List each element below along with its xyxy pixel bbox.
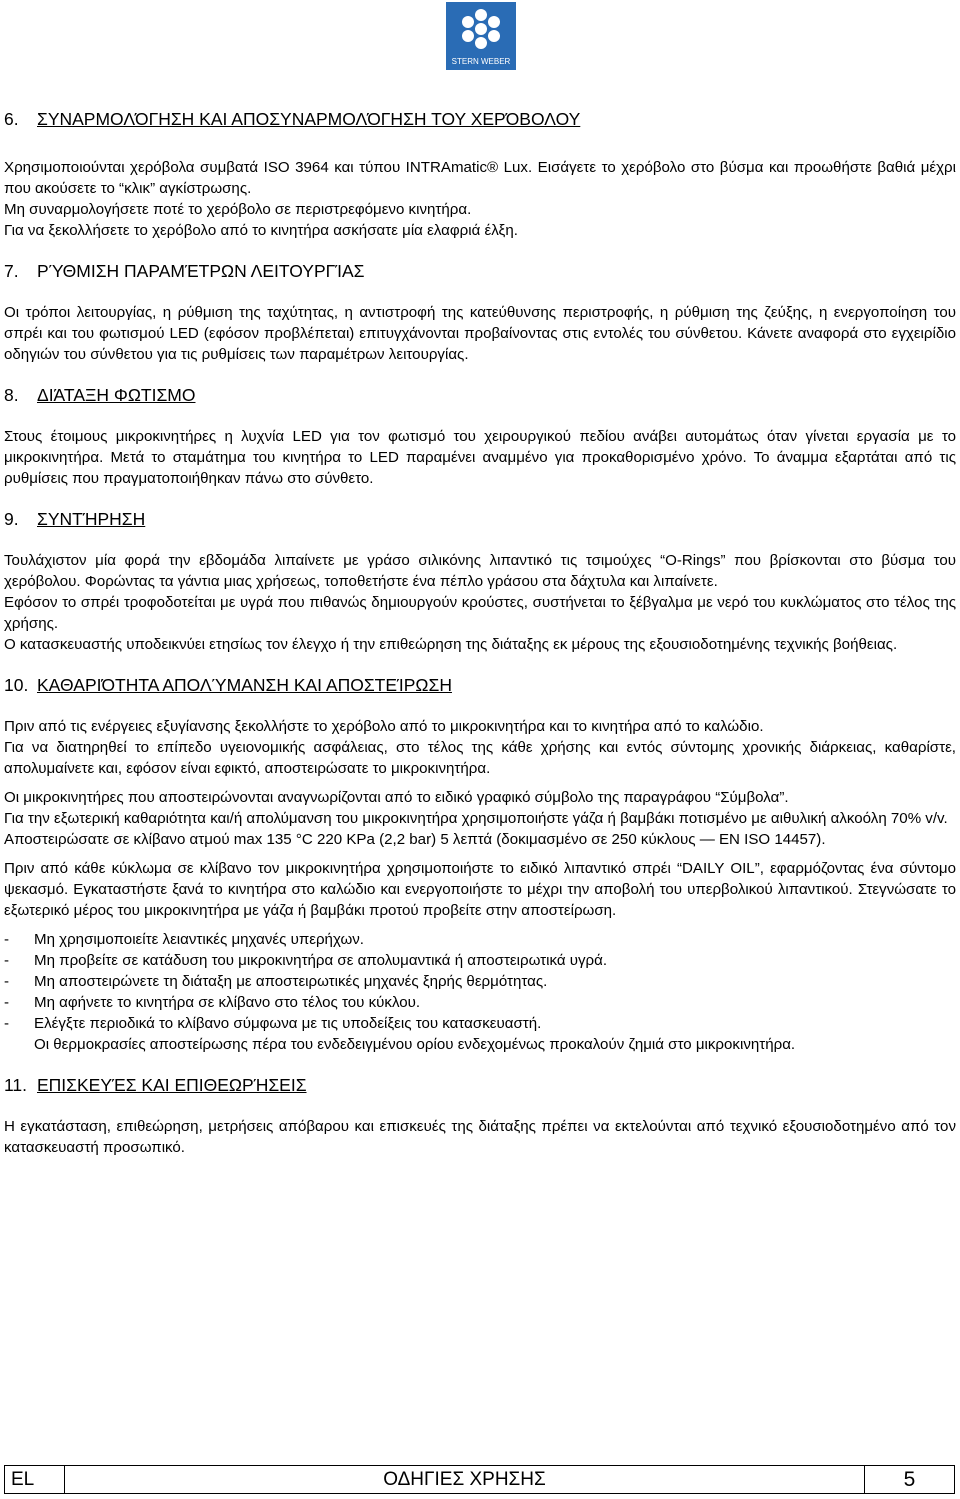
paragraph: Οι τρόποι λειτουργίας, η ρύθμιση της ταχύτητας, η αντιστροφή της κατεύθυνσης περιστροφής, η ρύθμιση της ζεύξης, η ενεργοποίηση του σπρέι και του φωτισμού LED (εφόσον προβλέπεται) επιτυγχάνονται προβαίνοντας στις εντολές του σύνθετου. Κάνετε αναφορά στο εγχειρίδιο οδηγιών του σύνθετου για τις ρυθμίσεις των παραμέτρων λειτουργίας. <box>4 304 956 363</box>
paragraph: Για την εξωτερική καθαριότητα και/ή απολύμανση του μικροκινητήρα χρησιμοποιήστε γάζα ή βαμβάκι ποτισμένο με αιθυλική αλκοόλη 70% v/v. <box>4 810 948 827</box>
section-number: 11. <box>4 1075 28 1095</box>
section-9-heading <box>4 508 956 530</box>
footer-title: ΟΔΗΓΙΕΣ ΧΡΗΣΗΣ <box>383 1468 546 1490</box>
section-title: ΔΙΆΤΑΞΗ ΦΩΤΙΣΜΟ <box>37 385 196 405</box>
paragraph: Πριν από κάθε κύκλωμα σε κλίβανο τον μικροκινητήρα χρησιμοποιήστε το ειδικό λιπαντικό σπρέι “DAILY OIL”, εφαρμόζοντας ένα σύντομο ψεκασμό. Εγκαταστήστε ξανά το κινητήρα στο καλώδιο και ενεργοποιήστε το μέχρι την αποβολή του υπερβολικού λιπαντικού. Στεγνώσατε το εξωτερικό μέρος του μικροκινητήρα με γάζα ή βαμβάκι προτού προβείτε στην αποστείρωση. <box>4 860 956 919</box>
paragraph: Χρησιμοποιούνται χερόβολα συμβατά ISO 3964 και τύπου INTRAmatic® Lux. Εισάγετε το χερόβολο στο βύσμα και προωθήστε βαθιά μέχρι που ακούσετε το “κλικ” αγκίστρωσης. <box>4 159 956 197</box>
section-title: ΣΥΝΤΉΡΗΣΗ <box>37 509 146 529</box>
section-6-heading <box>4 108 956 130</box>
stern-weber-logo <box>446 2 516 70</box>
section-number: 8. <box>4 385 19 405</box>
paragraph: Οι μικροκινητήρες που αποστειρώνονται αναγνωρίζονται από το ειδικό γραφικό σύμβολο της παραγράφου “Σύμβολα”. <box>4 789 789 806</box>
note: Οι θερμοκρασίες αποστείρωσης πέρα του ενδεδειγμένου ορίου ενδεχομένως προκαλούν ζημιά στο μικροκινητήρα. <box>34 1036 796 1053</box>
list-item: - Μη χρησιμοποιείτε λειαντικές μηχανές υπερήχων. <box>4 929 956 950</box>
paragraph: Εφόσον το σπρέι τροφοδοτείται με υγρά που πιθανώς δημιουργούν κρούστες, συστήνεται το ξέβγαλμα με νερό του κυκλώματος στο τέλος της χρήσης. <box>4 594 956 632</box>
paragraph: Για να διατηρηθεί το επίπεδο υγειονομικής ασφάλειας, στο τέλος της κάθε χρήσης και εντός σύντομης χρονικής διάρκειας, καθαρίστε, απολυμαίνετε και, εφόσον είναι εφικτό, αποστειρώσατε το μικροκινητήρα. <box>4 739 956 777</box>
page-number: 5 <box>864 1466 954 1493</box>
section-8-heading <box>4 384 956 406</box>
list-item: - Μη αφήνετε το κινητήρα σε κλίβανο στο τέλος του κύκλου. <box>4 992 956 1013</box>
section-title: ΡΎΘΜΙΣΗ ΠΑΡΑΜΈΤΡΩΝ ΛΕΙΤΟΥΡΓΊΑΣ <box>37 261 365 281</box>
paragraph: Αποστειρώσατε σε κλίβανο ατμού max 135 °C 220 KPa (2,2 bar) 5 λεπτά (δοκιμασμένο σε 250 κύκλους ― EN ISO 14457). <box>4 831 826 848</box>
list-item: - Μη προβείτε σε κατάδυση του μικροκινητήρα σε απολυμαντικά ή αποστειρωτικά υγρά. <box>4 950 956 971</box>
paragraph: Τουλάχιστον μία φορά την εβδομάδα λιπαίνετε με γράσο σιλικόνης λιπαντικό τις τσιμούχες “O-Rings” που βρίσκονται στο βύσμα του χερόβολου. Φορώντας τα γάντια μιας χρήσεως, τοποθετήστε ένα πέπλο γράσου στα δάχτυλα και λιπαίνετε. <box>4 552 956 590</box>
precautions-list <box>4 929 956 1034</box>
section-11-heading <box>4 1074 956 1096</box>
section-title: ΣΥΝΑΡΜΟΛΌΓΗΣΗ ΚΑΙ ΑΠΟΣΥΝΑΡΜΟΛΌΓΗΣΗ ΤΟΥ ΧΕΡΌΒΟΛΟΥ <box>37 109 581 129</box>
paragraph: Μη συναρμολογήσετε ποτέ το χερόβολο σε περιστρεφόμενο κινητήρα. <box>4 201 472 218</box>
list-item: - Ελέγξτε περιοδικά το κλίβανο σύμφωνα με τις υποδείξεις του κατασκευαστή. <box>4 1013 956 1034</box>
section-number: 6. <box>4 109 19 129</box>
list-item: - Μη αποστειρώνετε τη διάταξη με αποστειρωτικές μηχανές ξηρής θερμότητας. <box>4 971 956 992</box>
logo-text: STERN WEBER <box>451 57 511 66</box>
document-body <box>4 108 956 1158</box>
page-footer <box>4 1465 955 1494</box>
section-number: 7. <box>4 261 19 281</box>
section-title: ΚΑΘΑΡΙΌΤΗΤΑ ΑΠΟΛΎΜΑΝΣΗ ΚΑΙ ΑΠΟΣΤΕΊΡΩΣΗ <box>37 675 452 695</box>
paragraph: Η εγκατάσταση, επιθεώρηση, μετρήσεις απόβαρου και επισκευές της διάταξης πρέπει να εκτελούνται από τεχνικό εξουσιοδοτημένο από τον κατασκευαστή προσωπικό. <box>4 1118 956 1156</box>
section-number: 10. <box>4 675 29 695</box>
section-7-heading <box>4 260 956 282</box>
paragraph: Ο κατασκευαστής υποδεικνύει ετησίως τον έλεγχο ή την επιθεώρηση της διάταξης εκ μέρους της εξουσιοδοτημένης τεχνικής βοήθειας. <box>4 636 898 653</box>
section-10-heading <box>4 674 956 696</box>
section-title: ΕΠΙΣΚΕΥΈΣ ΚΑΙ ΕΠΙΘΕΩΡΉΣΕΙΣ <box>37 1075 307 1095</box>
section-number: 9. <box>4 509 19 529</box>
footer-language: EL <box>5 1466 65 1493</box>
paragraph: Στους έτοιμους μικροκινητήρες η λυχνία LED για τον φωτισμό του χειρουργικού πεδίου ανάβει αυτομάτως όταν γίνεται εργασία με το μικροκινητήρα. Μετά το σταμάτημα του κινητήρα το LED παραμένει αναμμένο για προκαθορισμένο χρόνο. Το άναμμα εξαρτάται από τις ρυθμίσεις που πραγματοποιήθηκαν πάνω στο σύνθετο. <box>4 428 956 487</box>
paragraph: Για να ξεκολλήσετε το χερόβολο από το κινητήρα ασκήσατε μία ελαφριά έλξη. <box>4 222 518 239</box>
paragraph: Πριν από τις ενέργειες εξυγίανσης ξεκολλήστε το χερόβολο από το μικροκινητήρα και το κινητήρα από το καλώδιο. <box>4 718 764 735</box>
